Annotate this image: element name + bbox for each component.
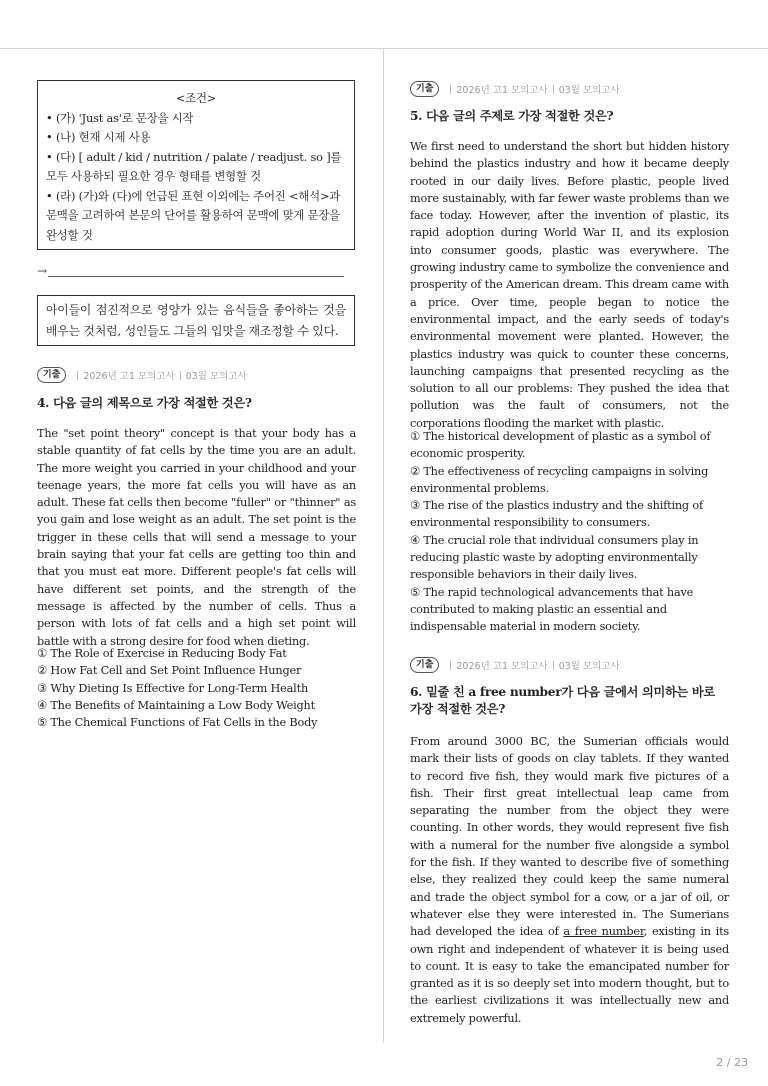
q4-year: 2026년 고1 모의고사: [83, 371, 175, 382]
q4-option-5[interactable]: ⑤ The Chemical Functions of Fat Cells in the Body: [37, 716, 318, 730]
q6-passage-after: , existing in its own right and independent of whatever it is being used to count. It is easy to take the emancipated number for granted as it is so deeply set into modern thought, but to the earliest civilizations it was intellectually new and extremely powerful.: [410, 925, 730, 1025]
translation-box: 아이들이 점진적으로 영양가 있는 음식들을 좋아하는 것을 배우는 것처럼, 성인들도 그들의 입맛을 재조정할 수 있다.: [37, 295, 355, 346]
q4-option-3[interactable]: ③ Why Dieting Is Effective for Long-Term Health: [37, 681, 309, 695]
conditions-box: [37, 80, 355, 250]
q4-option-1[interactable]: ① The Role of Exercise in Reducing Body Fat: [37, 647, 287, 660]
q4-heading: 4. 다음 글의 제목으로 가장 적절한 것은?: [37, 396, 252, 410]
conditions-title: <조건>: [175, 91, 217, 105]
column-divider: [383, 48, 384, 1043]
condition-item: • (가) 'Just as'로 문장을 시작: [46, 110, 194, 125]
q6-meta: [445, 658, 619, 672]
q5-tag: [410, 81, 620, 97]
q6-heading: 6. 밑줄 친 a free number가 다음 글에서 의미하는 바로 가장 적절한 것은?: [410, 685, 715, 716]
q4-badge: 기출: [37, 367, 66, 383]
q5-option-1[interactable]: ① The historical development of plastic as a symbol of economic prosperity.: [410, 430, 711, 461]
q5-option-5[interactable]: ⑤ The rapid technological advancements that have contributed to making plastic an essential and indispensable material in modern society.: [410, 585, 694, 634]
q6-passage-before: From around 3000 BC, the Sumerian officials would mark their lists of goods on clay tablets. If they wanted to record five fish, they would mark five pictures of a fish. Their first great intellectual leap came from separating the number from the object they were counting. In other words, they would represent five fish with a numeral for the number five alongside a symbol for the fish. If they wanted to describe five of something else, they realized they could keep the same numeral and trade the object symbol for a cow, or a jar of oil, or whatever else they were interested in. The Sumerians had developed the idea of: [410, 735, 729, 939]
q4-option-4[interactable]: ④ The Benefits of Maintaining a Low Body Weight: [37, 698, 315, 712]
header-rule: [0, 48, 768, 49]
q4-tag: [37, 367, 247, 383]
q4-options: [37, 645, 357, 731]
q5-options: [410, 428, 729, 636]
q6-passage: [410, 733, 729, 1027]
q6-underlined-phrase: a free number: [563, 925, 644, 939]
q5-option-3[interactable]: ③ The rise of the plastics industry and the shifting of environmental responsibility to consumers.: [410, 499, 703, 530]
q5-heading: 5. 다음 글의 주제로 가장 적절한 것은?: [410, 109, 614, 123]
q4-option-2[interactable]: ② How Fat Cell and Set Point Influence Hunger: [37, 664, 302, 678]
q5-month: 03월 모의고사: [558, 85, 620, 96]
q5-passage: We first need to understand the short but hidden history behind the plastics industry and how it became deeply rooted in our daily lives. Before plastic, people lived more sustainably, with far fewer waste problems than we face today. However, after the invention of plastic, its rapid adoption during World War II, and its explosion into consumer goods, plastic was everywhere. The growing industry came to symbolize the convenience and prosperity of the American dream. This dream came with a price. Over time, people began to notice the environmental impact, and the early seeds of today's environmental movement were planted. However, the plastics industry was quick to counter these concerns, launching campaigns that presented recycling as the solution to all our problems: They pushed the idea that pollution was the fault of consumers, not the corporations flooding the market with plastic.: [410, 140, 729, 430]
q4-month: 03월 모의고사: [185, 371, 247, 382]
condition-item: • (다) [ adult / kid / nutrition / palate / readjust. so ]를 모두 사용하되 필요한 경우 형태를 변형할 것: [46, 149, 342, 183]
q4-passage: The "set point theory" concept is that your body has a stable quantity of fat cells by the time you are an adult. The more weight you carried in your childhood and your teenage years, the more fat cells you will have as an adult. These fat cells then become "fuller" or "thinner" as you gain and lose weight as an adult. The set point is the trigger in these cells that will send a message to your brain saying that your fat cells are getting too thin and that you must eat more. Different people's fat cells will have different set points, and the strength of the message is affected by the number of cells. Thus a person with lots of fat cells and a high set point will battle with a strong desire for food when dieting.: [37, 427, 356, 648]
q6-month: 03월 모의고사: [558, 661, 620, 672]
q5-year: 2026년 고1 모의고사: [456, 85, 548, 96]
q5-option-4[interactable]: ④ The crucial role that individual consumers play in reducing plastic waste by adopting environmentally responsible behaviors in their daily lives.: [410, 533, 699, 582]
q5-meta: [445, 82, 619, 96]
answer-arrow-icon: →: [37, 264, 48, 278]
condition-item: • (라) (가)와 (다)에 언급된 표현 이외에는 주어진 <해석>과 문맥을 고려하여 본문의 단어를 활용하여 문맥에 맞게 문장을 완성할 것: [46, 188, 341, 242]
q6-badge: 기출: [410, 657, 439, 673]
q5-option-2[interactable]: ② The effectiveness of recycling campaigns in solving environmental problems.: [410, 464, 709, 495]
q5-badge: 기출: [410, 81, 439, 97]
condition-item: • (나) 현재 시제 사용: [46, 130, 151, 144]
answer-line[interactable]: [48, 276, 344, 277]
q6-year: 2026년 고1 모의고사: [456, 661, 548, 672]
q6-tag: [410, 657, 620, 673]
q4-meta: [72, 368, 246, 382]
page-number: 2 / 23: [716, 1056, 748, 1069]
